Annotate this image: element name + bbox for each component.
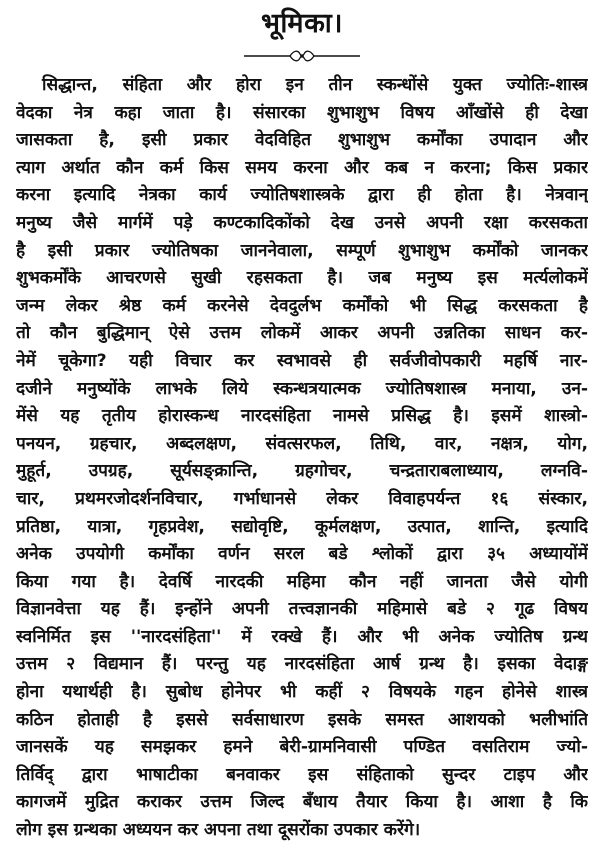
text-line: सिद्धान्त, संहिता और होरा इन तीन स्कन्धोंसे युक्त ज्योतिः-शास्त्र <box>42 75 588 95</box>
text-line: कठिन होताही है इससे सर्वसाधारण इसके समस्त आशयको भलीभांति <box>16 709 588 730</box>
text-line: जासकता है, इसी प्रकार वेदविहित शुभाशुभ कर्मोंका उपादान और <box>16 130 588 151</box>
text-line: पनयन, ग्रहचार, अब्दलक्षण, संवत्सरफल, तिथि, वार, नक्षत्र, योग, <box>16 433 588 454</box>
text-line: है इसी प्रकार ज्योतिषका जाननेवाला, सम्पूर्ण शुभाशुभ कर्मोंको जानकर <box>16 240 588 261</box>
text-line: चार, प्रथमरजोदर्शनविचार, गर्भाधानसे लेकर विवाहपर्यन्त १६ संस्कार, <box>16 488 588 509</box>
text-line: स्वनिर्मित इस ''नारदसंहिता'' में रक्खे हैं। और भी अनेक ज्योतिष ग्रन्थ <box>16 626 588 647</box>
text-line: विज्ञानवेत्ता यह हैं। इन्होंने अपनी तत्त्वज्ञानकी महिमासे बडे २ गूढ विषय <box>16 599 588 620</box>
text-line: वेदका नेत्र कहा जाता है। संसारका शुभाशुभ विषय आँखोंसे ही देखा <box>16 102 588 123</box>
text-line: अनेक उपयोगी कर्मोंका वर्णन सरल बडे श्लोकों द्वारा ३५ अध्यायोंमें <box>16 544 588 565</box>
text-line: दजीने मनुष्योंके लाभके लिये स्कन्धत्रयात्मक ज्योतिषशास्त्र मनाया, उन- <box>16 378 588 399</box>
text-line: नेमें चूकेगा? यही विचार कर स्वभावसे ही सर्वजीवोपकारी महर्षि नार- <box>16 350 588 371</box>
text-line: प्रतिष्ठा, यात्रा, गृहप्रवेश, सद्योवृष्टि, कूर्मलक्षण, उत्पात, शान्ति, इत्यादि <box>16 516 588 537</box>
text-line: होना यथार्थही है। सुबोध होनेपर भी कहीं २ विषयके गहन होनेसे शास्त्र <box>16 682 588 703</box>
text-line: किया गया है। देवर्षि नारदकी महिमा कौन नहीं जानता जैसे योगी <box>16 571 588 592</box>
preface-body <box>16 72 588 845</box>
text-line: उत्तम २ विद्यमान हैं। परन्तु यह नारदसंहिता आर्ष ग्रन्थ है। इसका वेदाङ्ग <box>16 654 588 675</box>
text-line: मनुष्य जैसे मार्गमें पड़े कण्टकादिकोंको देख उनसे अपनी रक्षा करसकता <box>16 212 588 233</box>
text-line: तिर्विद् द्वारा भाषाटीका बनवाकर इस संहिताको सुन्दर टाइप और <box>16 764 588 785</box>
text-line: कागजमें मुद्रित कराकर उत्तम जिल्द बँधाय तैयार किया है। आशा है कि <box>16 792 588 813</box>
text-line: मेंसे यह तृतीय होरास्कन्ध नारदसंहिता नामसे प्रसिद्ध है। इसमें शास्त्रो- <box>16 406 588 427</box>
text-line: करना इत्यादि नेत्रका कार्य ज्योतिषशास्त्रके द्वारा ही होता है। नेत्रवान् <box>16 185 588 206</box>
text-line: त्याग अर्थात कौन कर्म किस समय करना और कब न करना; किस प्रकार <box>16 157 588 178</box>
ornamental-divider <box>242 48 362 64</box>
text-line: लोग इस ग्रन्थका अध्ययन कर अपना तथा दूसरोंका उपकार करेंगे। <box>16 820 421 841</box>
text-line: मुहूर्त, उपग्रह, सूर्यसङ्क्रान्ति, ग्रहगोचर, चन्द्रताराबलाध्याय, लग्नवि- <box>16 461 588 482</box>
text-line: शुभकर्मोंके आचरणसे सुखी रहसकता है। जब मनुष्य इस मर्त्यलोकमें <box>16 268 588 289</box>
text-line: जन्म लेकर श्रेष्ठ कर्म करनेसे देवदुर्लभ कर्मोंको भी सिद्ध करसकता है <box>16 295 588 316</box>
page-title: भूमिका। <box>260 8 344 39</box>
text-line: जानसकें यह समझकर हमने बेरी-ग्रामनिवासी पण्डित वसतिराम ज्यो- <box>16 737 588 758</box>
text-line: तो कौन बुद्धिमान् ऐसे उत्तम लोकमें आकर अपनी उन्नतिका साधन कर- <box>16 323 588 344</box>
